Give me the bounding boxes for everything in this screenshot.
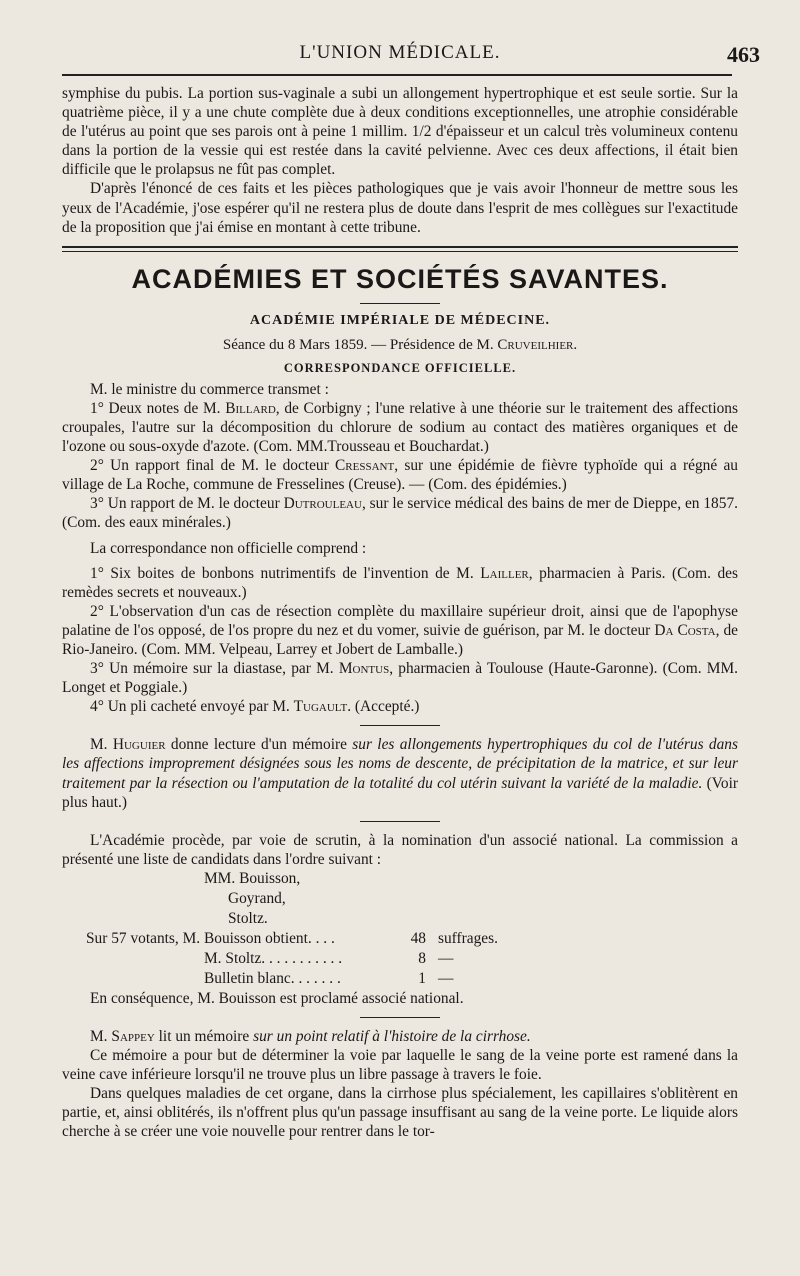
author-name: Da Costa (654, 621, 716, 639)
election-paragraph: L'Académie procède, par voie de scrutin, à la nomination d'un associé national. La commission a présenté une liste de candidats dans l'ordre suivant : (62, 831, 738, 868)
section-heading: ACADÉMIES ET SOCIÉTÉS SAVANTES. (131, 263, 669, 294)
author-name: Montus (338, 660, 390, 678)
heading-rule (360, 303, 440, 304)
memoir-title: sur un point relatif à l'histoire de la cirrhose. (253, 1028, 531, 1045)
separator-rule (360, 1017, 440, 1018)
minister-intro: M. le ministre du commerce transmet : (90, 380, 329, 398)
election-result: En conséquence, M. Bouisson est proclamé associé national. (90, 989, 464, 1007)
separator-rule (360, 725, 440, 726)
unofficial-item-2: 2° L'observation d'un cas de résection complète du maxillaire supérieur droit, ainsi que de l'apophyse palatine de l'os opposé, de l'os propre du nez et du vomer, suivie de guérison, par M. le docteur Da Costa, de Rio-Janeiro. (Com. MM. Velpeau, Larrey et Jobert de Lamballe.) (62, 602, 738, 658)
separator-rule (360, 821, 440, 822)
official-item-2: 2° Un rapport final de M. le docteur Cressant, sur une épidémie de fièvre typhoïde qui a régné au village de La Roche, commune de Fresselines (Creuse). — (Com. des épidémies.) (62, 457, 738, 494)
vote-row: Bulletin blanc. . . . . . . 1 — (204, 969, 454, 987)
president-name: Cruveilhier (497, 336, 574, 353)
memoir-title: sur les allongements hypertrophiques du col de l'utérus dans les affections improprement désignées sous les noms de descente, de précipitation de la matrice, et sur leur traitement par la résection ou l'amputation de la totalité du col utérin suivant la variété de la maladie. (62, 736, 738, 792)
session-suffix: . (573, 336, 578, 353)
header-rule (62, 74, 732, 76)
sappey-paragraph-1: Ce mémoire a pour but de déterminer la voie par laquelle le sang de la veine porte est ramené dans la veine cave inférieure lorsqu'il ne trouve plus un libre passage à travers le foie. (62, 1047, 738, 1084)
correspondence-heading: CORRESPONDANCE OFFICIELLE. (283, 360, 517, 375)
unofficial-intro: La correspondance non officielle comprend : (90, 539, 367, 557)
running-title: L'UNION MÉDICALE. (299, 42, 501, 63)
session-line (62, 337, 738, 354)
unofficial-item-4: 4° Un pli cacheté envoyé par M. Tugault. (Accepté.) (90, 698, 420, 716)
author-name: Billard (225, 399, 276, 417)
intro-paragraph-1: symphise du pubis. La portion sus-vaginale a subi un allongement hypertrophique et est seule sortie. Sur la quatrième pièce, il y a une chute complète due à deux conditions exceptionnelles, une atrophie considérable de l'utérus au point que ses parois ont à peine 1 millim. 1/2 d'épaisseur et un calcul très volumineux contenu dans la portion de la vessie qui est restée dans la cavité pelvienne. Avec ces deux affections, il était bien difficile que le prolapsus ne fût pas complet. (62, 85, 738, 179)
author-name: Huguier (112, 736, 166, 754)
candidate-list (204, 869, 738, 929)
author-name: Tugault (293, 698, 348, 716)
candidate: Stoltz. (228, 909, 268, 927)
sappey-intro: M. Sappey lit un mémoire sur un point relatif à l'histoire de la cirrhose. (90, 1028, 531, 1045)
unofficial-item-3: 3° Un mémoire sur la diastase, par M. Montus, pharmacien à Toulouse (Haute-Garonne). (Com. MM. Longet et Poggiale.) (62, 660, 738, 697)
session-prefix: Séance du 8 Mars 1859. — Présidence de M. (222, 336, 498, 353)
page-header (0, 40, 800, 70)
vote-row: Sur 57 votants, M. Bouisson obtient. . . . 48 suffrages. (86, 929, 498, 947)
candidate: MM. Bouisson, (204, 869, 301, 887)
unofficial-item-1: 1° Six boites de bonbons nutrimentifs de l'invention de M. Lailler, pharmacien à Paris. (Com. des remèdes secrets et nouveaux.) (62, 564, 739, 601)
sappey-paragraph-2: Dans quelques maladies de cet organe, dans la cirrhose plus spécialement, les capillaires s'oblitèrent en partie, et, ainsi oblitérés, ils n'offrent plus qu'un passage insuffisant au sang de la veine porte. Le liquide alors cherche à se créer une voie nouvelle pour rentrer dans le tor- (62, 1085, 738, 1141)
official-item-3: 3° Un rapport de M. le docteur Dutrouleau, sur le service médical des bains de mer de Dieppe, en 1857. (Com. des eaux minérales.) (62, 495, 738, 532)
section-divider (62, 246, 738, 252)
huguier-paragraph: M. Huguier donne lecture d'un mémoire sur les allongements hypertrophiques du col de l'utérus dans les affections improprement désignées sous les noms de descente, de précipitation de la matrice, et sur leur traitement par la résection ou l'amputation de la totalité du col utérin suivant la variété de la maladie. (Voir plus haut.) (62, 736, 739, 811)
author-name: Cressant (335, 457, 395, 475)
academy-heading: ACADÉMIE IMPÉRIALE DE MÉDECINE. (249, 312, 551, 328)
vote-results (86, 929, 738, 989)
candidate: Goyrand, (228, 889, 286, 907)
author-name: Sappey (111, 1028, 155, 1045)
author-name: Lailler (480, 564, 529, 582)
vote-row: M. Stoltz. . . . . . . . . . . 8 — (204, 949, 454, 967)
intro-paragraph-2: D'après l'énoncé de ces faits et les pièces pathologiques que je vais avoir l'honneur de mettre sous les yeux de l'Académie, j'ose espérer qu'il ne restera plus de doute dans l'esprit de mes collègues sur l'exactitude de la proposition que j'ai émise en montant à cette tribune. (62, 180, 738, 236)
page-body (62, 84, 738, 1142)
author-name: Dutrouleau (283, 495, 362, 513)
official-item-1: 1° Deux notes de M. Billard, de Corbigny ; l'une relative à une théorie sur le traitement des affections croupales, l'autre sur la décomposition du chlorure de sodium au contact des matières organiques et de l'ozone ou sous-oxyde d'azote. (Com. MM.Trousseau et Bouchardat.) (62, 399, 738, 456)
page-number: 463 (727, 42, 760, 67)
